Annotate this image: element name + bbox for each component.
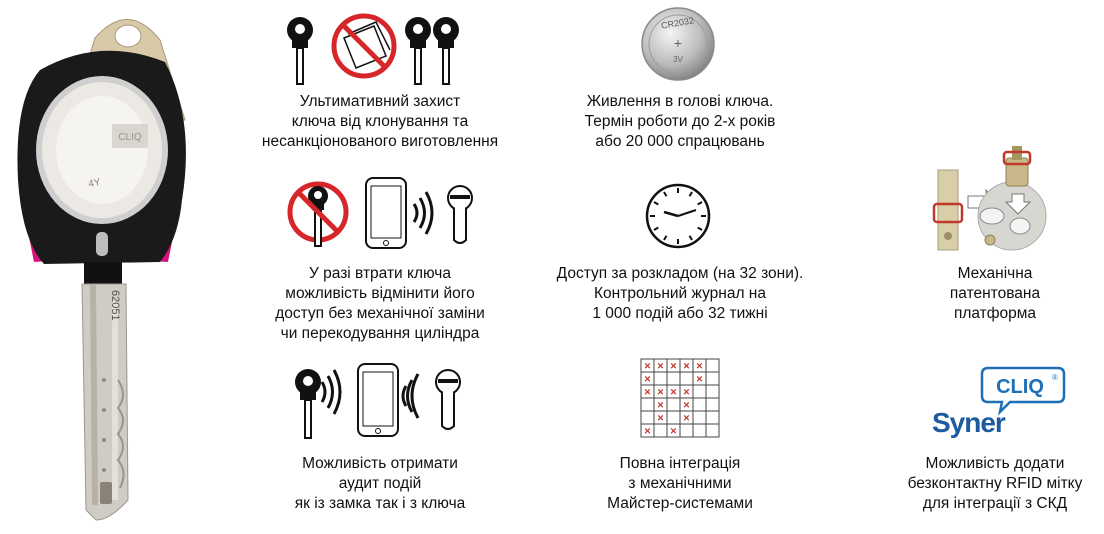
grid-mark: ×: [644, 425, 651, 438]
caption-line: Повна інтеграція: [619, 455, 741, 472]
grid-cell: [654, 424, 667, 437]
grid-mark: ×: [670, 386, 677, 399]
feature-caption-rfid: [875, 454, 1104, 514]
grid-cell: [706, 359, 719, 372]
caption-line: Можливість додати: [925, 455, 1065, 472]
grid-cell: [706, 398, 719, 411]
grid-mark: ×: [683, 360, 690, 373]
key-head-badge: CLIQ: [118, 132, 142, 143]
grid-mark: ×: [696, 373, 703, 386]
caption-line: Майстер-системами: [607, 495, 753, 512]
grid-cell: [667, 372, 680, 385]
grid-cell: [693, 398, 706, 411]
key-head-mark: 4Y: [87, 176, 102, 191]
grid-cell: [693, 411, 706, 424]
feature-caption-mechanical-platform: [895, 264, 1095, 324]
caption-line: можливість відмінити його: [285, 285, 475, 302]
battery-label: CR2032: [660, 15, 695, 31]
feature-caption-master-system: [530, 454, 830, 514]
caption-line: доступ без механічної заміни: [275, 305, 485, 322]
mechanical-pin-icon: [928, 144, 1052, 252]
audit-key-phone-cylinder-icon: [294, 360, 470, 440]
grid-mark: ×: [683, 412, 690, 425]
grid-mark: ×: [657, 386, 664, 399]
master-grid-icon: [640, 358, 720, 438]
caption-line: Доступ за розкладом (на 32 зони).: [556, 265, 804, 282]
key-blade-number: 62051: [109, 290, 121, 321]
battery-voltage: 3V: [673, 55, 683, 64]
caption-line: несанкціонованого виготовлення: [261, 133, 499, 150]
grid-cell: [641, 411, 654, 424]
cliq-key-image: [0, 0, 200, 534]
feature-caption-lost-key: [230, 264, 530, 344]
feature-caption-audit: [230, 454, 530, 514]
grid-cell: [641, 398, 654, 411]
grid-cell: [706, 385, 719, 398]
grid-mark: ×: [670, 360, 677, 373]
grid-cell: [654, 372, 667, 385]
grid-cell: [706, 424, 719, 437]
coin-battery-icon: [640, 6, 716, 82]
grid-cell: [693, 424, 706, 437]
caption-line: Механічна: [957, 265, 1033, 282]
caption-line: Термін роботи до 2-х років: [584, 113, 776, 130]
logo-cliq-text: CLIQ: [996, 376, 1044, 398]
grid-cell: [667, 411, 680, 424]
anti-clone-icon: [286, 6, 476, 86]
caption-line: з механічними: [628, 475, 732, 492]
caption-line: 1 000 подій або 32 тижні: [592, 305, 768, 322]
caption-line: або 20 000 спрацювань: [595, 133, 765, 150]
grid-mark: ×: [670, 425, 677, 438]
grid-mark: ×: [657, 360, 664, 373]
grid-cell: [680, 424, 693, 437]
battery-plus: +: [673, 35, 683, 51]
caption-line: Контрольний журнал на: [594, 285, 766, 302]
caption-line: Можливість отримати: [302, 455, 458, 472]
logo-syner-text: Syner: [932, 407, 1005, 438]
caption-line: ключа від клонування та: [291, 113, 469, 130]
caption-line: патентована: [949, 285, 1041, 302]
feature-caption-battery: [530, 92, 830, 152]
grid-cell: [680, 372, 693, 385]
grid-mark: ×: [644, 386, 651, 399]
clock-icon: [644, 182, 712, 250]
grid-mark: ×: [683, 399, 690, 412]
grid-mark: ×: [644, 360, 651, 373]
grid-mark: ×: [696, 360, 703, 373]
grid-cell: [706, 411, 719, 424]
caption-line: як із замка так і з ключа: [294, 495, 466, 512]
grid-cell: [693, 385, 706, 398]
caption-line: Ультимативний захист: [299, 93, 461, 110]
caption-line: безконтактну RFID мітку: [907, 475, 1083, 492]
grid-cell: [667, 398, 680, 411]
caption-line: аудит подій: [338, 475, 422, 492]
caption-line: для інтеграції з СКД: [922, 495, 1068, 512]
grid-mark: ×: [657, 399, 664, 412]
lost-key-phone-cylinder-icon: [286, 176, 486, 252]
caption-line: платформа: [953, 305, 1037, 322]
logo-registered-mark: ®: [1052, 373, 1058, 382]
grid-mark: ×: [683, 386, 690, 399]
feature-caption-schedule: [530, 264, 830, 324]
caption-line: чи перекодування циліндра: [280, 325, 480, 342]
feature-caption-clone-protection: [230, 92, 530, 152]
synercliq-logo: [928, 362, 1068, 442]
caption-line: У разі втрати ключа: [308, 265, 451, 282]
grid-mark: ×: [644, 373, 651, 386]
caption-line: Живлення в голові ключа.: [586, 93, 774, 110]
grid-cell: [706, 372, 719, 385]
grid-mark: ×: [657, 412, 664, 425]
